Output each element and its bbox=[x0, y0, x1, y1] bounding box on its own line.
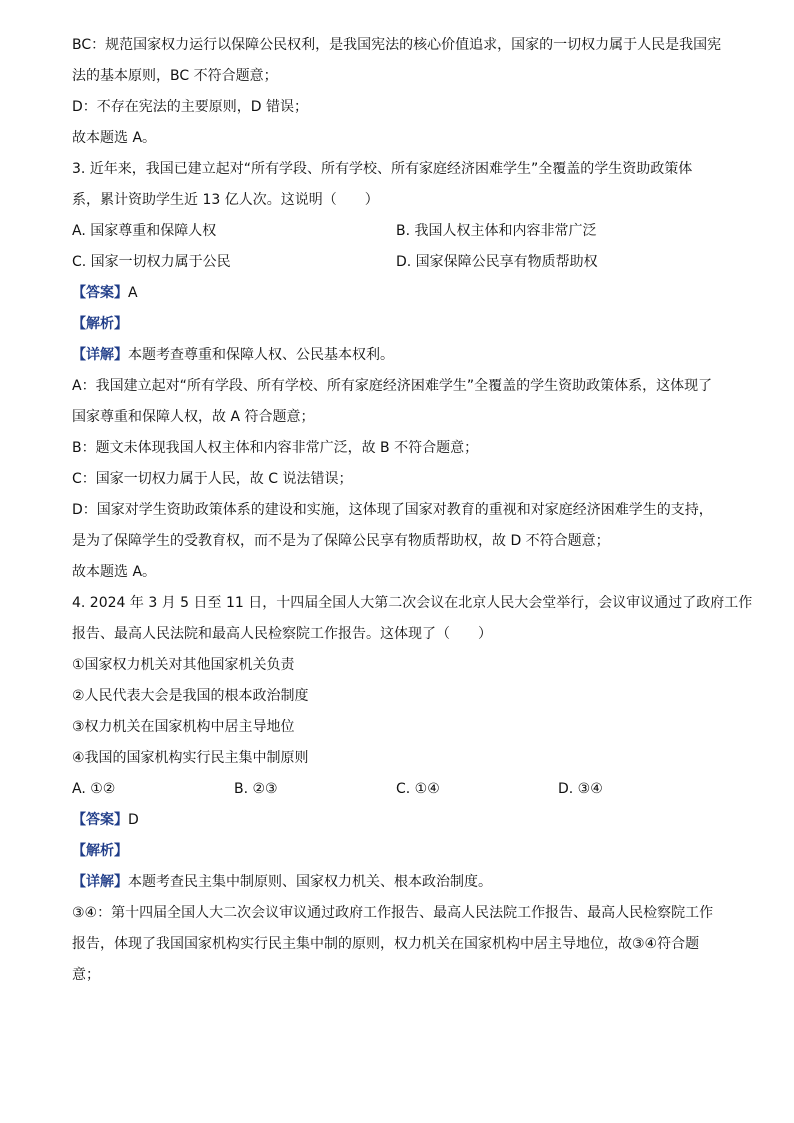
question-3-options-row bbox=[72, 216, 722, 247]
explanation-line: 国家尊重和保障人权，故 A 符合题意； bbox=[72, 409, 315, 425]
analysis-line bbox=[72, 309, 722, 340]
analysis-label: 【解析】 bbox=[72, 316, 128, 332]
explanation-line: 是为了保障学生的受教育权，而不是为了保障公民享有物质帮助权，故 D 不符合题意； bbox=[72, 533, 610, 549]
detail-intro: 本题考查民主集中制原则、国家权力机关、根本政治制度。 bbox=[128, 874, 492, 890]
explanation-line: C：国家一切权力属于人民，故 C 说法错误； bbox=[72, 471, 353, 487]
detail-label: 【详解】 bbox=[72, 347, 128, 363]
answer-label: 【答案】 bbox=[72, 812, 128, 828]
question-3-options-row bbox=[72, 247, 722, 278]
detail-line bbox=[72, 867, 722, 898]
statement-2: ②人民代表大会是我国的根本政治制度 bbox=[72, 688, 309, 704]
explanation-line: A：我国建立起对“所有学段、所有学校、所有家庭经济困难学生”全覆盖的学生资助政策体系，这体现了 bbox=[72, 378, 713, 394]
question-4-stem: 报告、最高人民法院和最高人民检察院工作报告。这体现了（ ） bbox=[72, 626, 492, 642]
document-page bbox=[72, 30, 753, 991]
answer-value: D bbox=[128, 812, 139, 828]
text-line: D：不存在宪法的主要原则，D 错误； bbox=[72, 99, 309, 115]
analysis-line bbox=[72, 836, 722, 867]
option-c: C. 国家一切权力属于公民 bbox=[72, 254, 231, 270]
answer-line bbox=[72, 278, 722, 309]
option-d: D. ③④ bbox=[558, 781, 603, 797]
detail-line bbox=[72, 340, 722, 371]
analysis-label: 【解析】 bbox=[72, 843, 128, 859]
statement-1: ①国家权力机关对其他国家机关负责 bbox=[72, 657, 295, 673]
option-d: D. 国家保障公民享有物质帮助权 bbox=[396, 254, 598, 270]
option-a: A. ①② bbox=[72, 781, 116, 797]
question-3-stem: 系，累计资助学生近 13 亿人次。这说明（ ） bbox=[72, 192, 379, 208]
explanation-line: 意； bbox=[72, 967, 100, 983]
answer-line bbox=[72, 805, 722, 836]
answer-value: A bbox=[128, 285, 138, 301]
question-3-stem: 3. 近年来，我国已建立起对“所有学段、所有学校、所有家庭经济困难学生”全覆盖的学生资助政策体 bbox=[72, 161, 693, 177]
detail-label: 【详解】 bbox=[72, 874, 128, 890]
statement-3: ③权力机关在国家机构中居主导地位 bbox=[72, 719, 295, 735]
detail-intro: 本题考查尊重和保障人权、公民基本权利。 bbox=[128, 347, 394, 363]
option-a: A. 国家尊重和保障人权 bbox=[72, 223, 217, 239]
statement-4: ④我国的国家机构实行民主集中制原则 bbox=[72, 750, 309, 766]
explanation-line: B：题文未体现我国人权主体和内容非常广泛，故 B 不符合题意； bbox=[72, 440, 479, 456]
question-4-options-row bbox=[72, 774, 722, 805]
explanation-line: ③④：第十四届全国人大二次会议审议通过政府工作报告、最高人民法院工作报告、最高人民检察院工作 bbox=[72, 905, 714, 921]
text-line: 法的基本原则，BC 不符合题意； bbox=[72, 68, 278, 84]
option-b: B. ②③ bbox=[234, 781, 278, 797]
text-line: 故本题选 A。 bbox=[72, 130, 157, 146]
answer-label: 【答案】 bbox=[72, 285, 128, 301]
option-b: B. 我国人权主体和内容非常广泛 bbox=[396, 223, 597, 239]
explanation-line: 故本题选 A。 bbox=[72, 564, 157, 580]
question-4-stem: 4. 2024 年 3 月 5 日至 11 日，十四届全国人大第二次会议在北京人民大会堂举行，会议审议通过了政府工作 bbox=[72, 595, 753, 611]
explanation-line: 报告，体现了我国国家机构实行民主集中制的原则，权力机关在国家机构中居主导地位，故③④符合题 bbox=[72, 936, 700, 952]
option-c: C. ①④ bbox=[396, 781, 440, 797]
text-line: BC：规范国家权力运行以保障公民权利，是我国宪法的核心价值追求，国家的一切权力属于人民是我国宪 bbox=[72, 37, 722, 53]
explanation-line: D：国家对学生资助政策体系的建设和实施，这体现了国家对教育的重视和对家庭经济困难学生的支持， bbox=[72, 502, 713, 518]
